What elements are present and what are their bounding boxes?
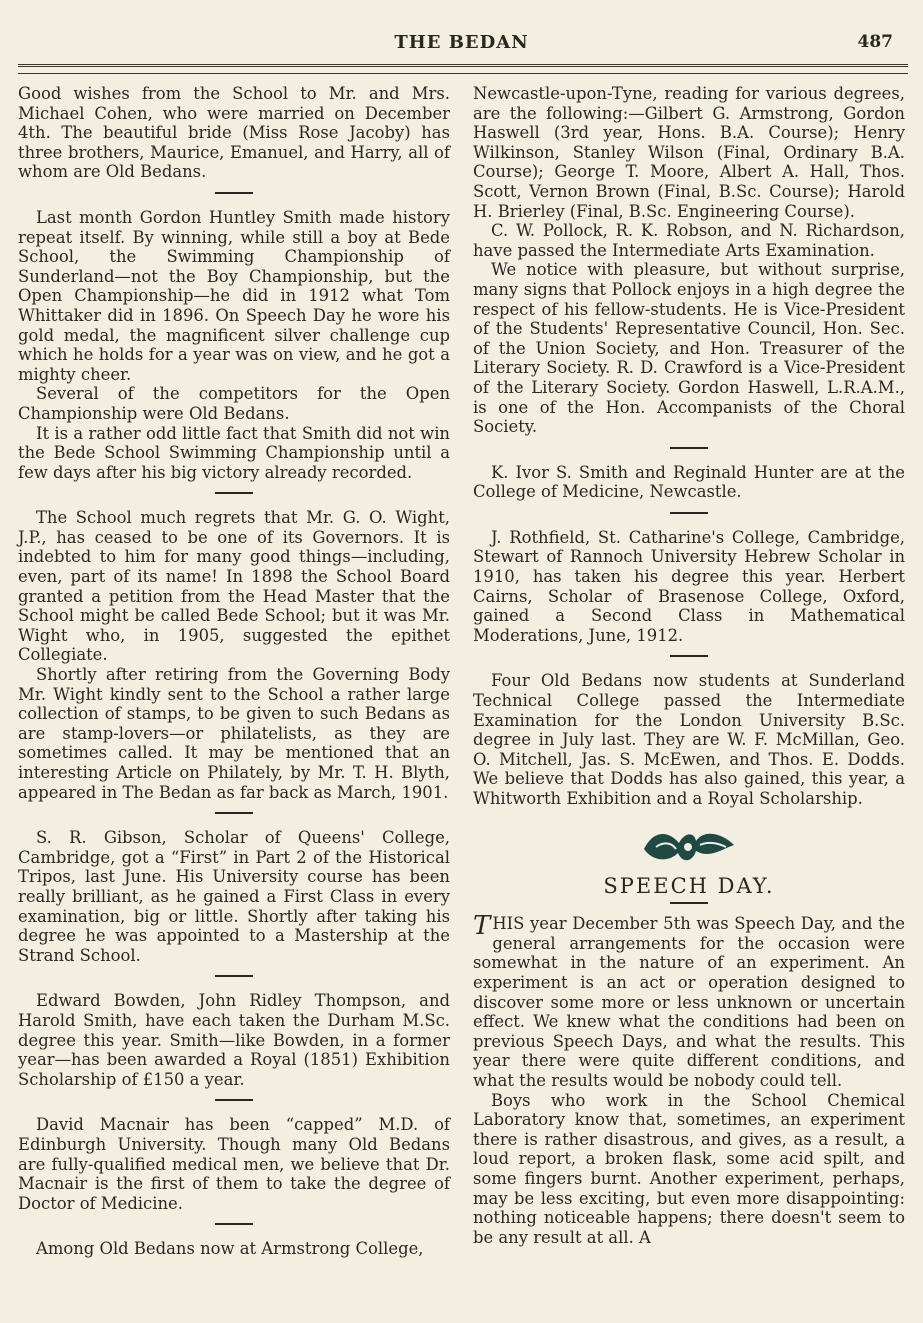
paragraph (473, 911, 905, 1090)
header-rule (18, 64, 908, 67)
paragraph: It is a rather odd little fact that Smith did not win the Bede School Swimming Championship until a few days after his big victory already recorded. (18, 423, 450, 482)
paragraph: C. W. Pollock, R. K. Robson, and N. Richardson, have passed the Intermediate Arts Examination. (473, 221, 905, 260)
section-separator (670, 655, 708, 657)
right-column (473, 84, 905, 1247)
paragraph: Last month Gordon Huntley Smith made history repeat itself. By winning, while still a boy at Bede School, the Swimming Championship of Sunderland—not the Boy Championship, but the Open Championship—he did in 1912 what Tom Whittaker did in 1896. On Speech Day he wore his gold medal, the magnificent silver challenge cup which he holds for a year was on view, and he got a mighty cheer. (18, 207, 450, 384)
paragraph: K. Ivor S. Smith and Reginald Hunter are at the College of Medicine, Newcastle. (473, 462, 905, 502)
paragraph: Newcastle-upon-Tyne, reading for various degrees, are the following:—Gilbert G. Armstrong, Gordon Haswell (3rd year, Hons. B.A. Course); Henry Wilkinson, Stanley Wilson (Final, Ordinary B.A. Course); George T. Moore, Albert A. Hall, Thos. Scott, Vernon Brown (Final, B.Sc. Course); Harold H. Brierley (Final, B.Sc. Engineering Course). (473, 84, 905, 221)
paragraph: Four Old Bedans now students at Sunderland Technical College passed the Intermediate Examination for the London University B.Sc. degree in July last. They are W. F. McMillan, Geo. O. Mitchell, Jas. S. McEwen, and Thos. E. Dodds. We believe that Dodds has also gained, this year, a Whitworth Exhibition and a Royal Scholarship. (473, 671, 905, 808)
paragraph: David Macnair has been “capped” M.D. of Edinburgh University. Though many Old Bedans are fully-qualified medical men, we believe that Dr. Macnair is the first of them to take the degree of Doctor of Medicine. (18, 1115, 450, 1213)
header-rule-thin (18, 73, 908, 74)
decorative-ornament-icon (634, 819, 744, 869)
paragraph: Among Old Bedans now at Armstrong College, (36, 1239, 424, 1259)
running-header: THE BEDAN (394, 32, 529, 53)
section-title: SPEECH DAY. (603, 873, 775, 898)
drop-cap: T (473, 911, 491, 942)
paragraph: Good wishes from the School to Mr. and Mrs. Michael Cohen, who were married on December 4th. The beautiful bride (Miss Rose Jacoby) has three brothers, Maurice, Emanuel, and Harry, all of whom are Old Bedans. (18, 84, 450, 182)
paragraph: The School much regrets that Mr. G. O. Wight, J.P., has ceased to be one of its Governors. It is indebted to him for many good things—including, even, part of its name! In 1898 the School Board granted a petition from the Head Master that the School might be called Bede School; but it was Mr. Wight who, in 1905, suggested the epithet Collegiate. (18, 508, 450, 665)
paragraph: Edward Bowden, John Ridley Thompson, and Harold Smith, have each taken the Durham M.Sc. degree this year. Smith—like Bowden, in a former year—has been awarded a Royal (1851) Exhibition Scholarship of £150 a year. (18, 991, 450, 1089)
paragraph: J. Rothfield, St. Catharine's College, Cambridge, Stewart of Rannoch University Hebrew Scholar in 1910, has taken his degree this year. Herbert Cairns, Scholar of Brasenose College, Oxford, gained a Second Class in Mathematical Moderations, June, 1912. (473, 527, 905, 645)
paragraph-text: HIS year December 5th was Speech Day, and the general arrangements for the occasion were somewhat in the nature of an experiment. An experiment is an act or operation designed to discover some more or less unknown or uncertain effect. We knew what the conditions had been on previous Speech Days, and what the results. This year there were quite different conditions, and what the results would be nobody could tell. (473, 914, 905, 1090)
paragraph: Boys who work in the School Chemical Laboratory know that, sometimes, an experiment there is rather disastrous, and gives, as a result, a loud report, a broken flask, some acid spilt, and some fingers burnt. Another experiment, perhaps, may be less exciting, but even more disappointing: nothing noticeable happens; there doesn't seem to be any result at all. A (473, 1090, 905, 1247)
left-column (18, 84, 450, 1259)
section-separator (670, 447, 708, 449)
section-separator (670, 512, 708, 514)
paragraph: S. R. Gibson, Scholar of Queens' College, Cambridge, got a “First” in Part 2 of the Historical Tripos, last June. His University course has been really brilliant, as he gained a First Class in every examination, big or little. Shortly after taking his degree he was appointed to a Mastership at the Strand School. (18, 828, 450, 965)
section-separator (215, 1223, 253, 1225)
section-separator (215, 1099, 253, 1101)
section-separator (215, 812, 253, 814)
paragraph: Several of the competitors for the Open Championship were Old Bedans. (18, 384, 450, 423)
title-rule (670, 902, 708, 904)
page-number: 487 (857, 32, 893, 52)
paragraph: Shortly after retiring from the Governing Body Mr. Wight kindly sent to the School a rather large collection of stamps, to be given to such Bedans as are stamp-lovers—or philatelists, as they are sometimes called. It may be mentioned that an interesting Article on Philately, by Mr. T. H. Blyth, appeared in The Bedan as far back as March, 1901. (18, 665, 450, 802)
section-separator (215, 975, 253, 977)
section-separator (215, 492, 253, 494)
section-separator (215, 192, 253, 194)
paragraph: We notice with pleasure, but without surprise, many signs that Pollock enjoys in a high degree the respect of his fellow-students. He is Vice-President of the Students' Representative Council, Hon. Sec. of the Union Society, and Hon. Treasurer of the Literary Society. R. D. Crawford is a Vice-President of the Literary Society. Gordon Haswell, L.R.A.M., is one of the Hon. Accompanists of the Choral Society. (473, 260, 905, 437)
